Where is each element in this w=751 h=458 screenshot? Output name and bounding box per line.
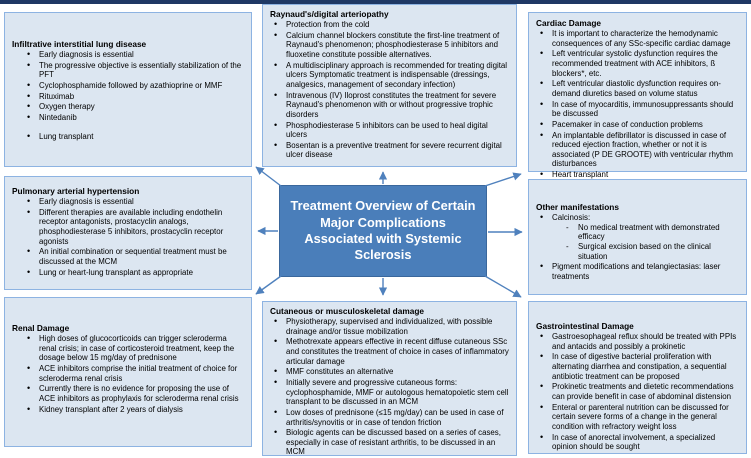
panel-raynauds-digital-arteriopathy (262, 4, 517, 167)
panel-title: Pulmonary arterial hypertension (12, 186, 140, 196)
list-item (25, 247, 245, 266)
bullet-icon: • (27, 80, 31, 91)
list-item (538, 213, 740, 261)
list-item-text: High doses of glucocorticoids can trigger scleroderma renal crisis; in case of corticosteroid treatment, keep the dosage below 15 mg/day of prednisone (39, 334, 235, 363)
list-item-text: In case of myocarditis, immunosuppressants should be discussed (552, 99, 734, 119)
list-item (25, 92, 245, 102)
list-item-text: Left ventricular diastolic dysfunction requires on-demand diuretics based on volume status (552, 79, 721, 98)
bullet-icon: • (274, 427, 278, 438)
list-item (25, 405, 245, 415)
list-item (538, 120, 740, 130)
list-item (538, 332, 740, 351)
panel-title: Renal Damage (12, 323, 70, 333)
center-title-box (279, 185, 487, 277)
list-item (538, 131, 740, 170)
list-item (25, 334, 245, 363)
bullet-icon: • (27, 363, 31, 374)
list-item (25, 81, 245, 91)
list-item-text: Protection from the cold (286, 20, 370, 30)
list-item-text: The progressive objective is essentially stabilization of the PFT (39, 60, 242, 80)
arrow-down-left-icon (256, 276, 281, 294)
bullet-icon: • (27, 206, 31, 217)
list-item-text: Prokinetic treatments and dietetic recommendations can provide benefit in case of abdominal distension (552, 382, 734, 401)
list-item (538, 79, 740, 98)
bullet-icon: • (274, 19, 278, 30)
list-item (25, 113, 245, 123)
list-item (538, 49, 740, 78)
list-item-text: Methotrexate appears effective in recent diffuse cutaneous SSc and constitutes the treatment of choice in cases of inflammatory articular damage (286, 337, 509, 366)
diagram-title: Treatment Overview of Certain Major Complications Associated with Systemic Sclerosis (290, 198, 476, 263)
list-item (272, 428, 510, 457)
bullet-icon: • (540, 401, 544, 412)
list-item (272, 141, 510, 160)
list-item-text: An implantable defibrillator is discussed in case of reduced ejection fraction, whether or not it is associated (P DE GROOTE) with ventricular rhythm disturbances (552, 130, 733, 169)
list-item (538, 382, 740, 401)
list-item (272, 367, 510, 377)
list-item (272, 378, 510, 407)
list-item-text: Initially severe and progressive cutaneous forms: cyclophosphamide, MMF or autologous hematopoietic stem cell transplant to be discussed in an MCM (286, 377, 509, 407)
list-item (25, 268, 245, 278)
bullet-icon: • (540, 169, 544, 180)
panel-title: Infiltrative interstitial lung disease (12, 39, 147, 49)
list-item-text: Calcium channel blockers constitute the first-line treatment of Raynaud's phenomenon; phosphodiesterase 5 inhibitors and fluoxetine constitute possible alternatives. (286, 30, 500, 60)
panel-title: Raynaud's/digital arteriopathy (270, 9, 389, 19)
list-item-text: Early diagnosis is essential (39, 50, 134, 60)
list-item (25, 132, 245, 142)
list-item (538, 352, 740, 381)
bullet-icon: • (540, 78, 544, 89)
list-item-text: MMF constitutes an alternative (286, 367, 394, 377)
bullet-icon: • (540, 381, 544, 392)
sub-list-item-text: No medical treatment with demonstrated efficacy (578, 222, 720, 242)
bullet-icon: • (274, 59, 278, 70)
list-item (25, 197, 245, 207)
list-item-text: Early diagnosis is essential (39, 197, 134, 207)
panel-cardiac-damage (528, 12, 747, 180)
list-item (538, 262, 740, 281)
bullet-icon: • (27, 333, 31, 344)
list-item-text: Currently there is no evidence for proposing the use of ACE inhibitors as prophylaxis for scleroderma renal crisis (39, 384, 239, 403)
sub-list-item (552, 242, 740, 261)
panel-gastrointestinal-damage (528, 301, 747, 454)
list-item-text: In case of anorectal involvement, a specialized opinion should be sought (552, 432, 716, 452)
list-item (272, 317, 510, 336)
list-item (25, 50, 245, 60)
list-item-text: Nintedanib (39, 112, 77, 122)
list-item-text: Intravenous (IV) Iloprost constitutes the treatment for severe Raynaud's phenomenon with or without progressive trophic disorders (286, 90, 497, 119)
bullet-icon: • (274, 366, 278, 377)
list-item-text: Lung or heart-lung transplant as appropriate (39, 267, 193, 277)
list-item-text: ACE inhibitors comprise the initial treatment of choice for scleroderma renal crisis (39, 364, 238, 383)
bullet-icon: • (274, 316, 278, 327)
list-item-text: In case of digestive bacterial proliferation with alternating diarrhea and constipation, a sequential antibiotic treatment can be proposed (552, 352, 727, 381)
panel-title: Cutaneous or musculoskeletal damage (270, 306, 424, 316)
list-item-text: Kidney transplant after 2 years of dialysis (39, 404, 183, 414)
bullet-icon: • (27, 49, 31, 60)
panel-renal-damage (4, 297, 252, 447)
list-item-text: Phosphodiesterase 5 inhibitors can be used to heal digital ulcers (286, 120, 488, 140)
list-item-text: Physiotherapy, supervised and individualized, with possible drainage and/or tissue mobilization (286, 317, 493, 336)
sub-list-item (552, 223, 740, 242)
list-item-text: Low doses of prednisone (≤15 mg/day) can be used in case of arthritis/synovitis or in case of tendon friction (286, 407, 504, 427)
bullet-icon: • (540, 129, 544, 140)
bullet-list (5, 197, 247, 277)
list-item-text: Biologic agents can be discussed based on a series of cases, especially in case of resistant arthritis, to be discussed in an MCM (286, 428, 501, 457)
bullet-list (263, 317, 512, 457)
panel-pulmonary-arterial-hypertension (4, 176, 252, 290)
bullet-icon: • (274, 376, 278, 387)
sub-list (552, 223, 740, 262)
dash-icon: - (566, 222, 569, 232)
list-item (25, 61, 245, 80)
bullet-icon: • (274, 336, 278, 347)
list-item-text: Left ventricular systolic dysfunction requires the recommended treatment with ACE inhibitors, ß blockers*, etc. (552, 49, 718, 78)
list-item (272, 121, 510, 140)
bullet-list (529, 213, 742, 281)
bullet-list (263, 20, 512, 160)
panel-cutaneous-musculoskeletal-damage (262, 301, 517, 456)
list-item-text: Oxygen therapy (39, 102, 95, 112)
bullet-icon: • (274, 89, 278, 100)
list-item-text: A multidisciplinary approach is recommended for treating digital ulcers Symptomatic treatment is indispensable (dressings, analgesics, management of secondary infection) (286, 60, 508, 89)
list-item-text: Cyclophosphamide followed by azathioprine or MMF (39, 81, 223, 91)
bullet-icon: • (27, 130, 31, 141)
bullet-icon: • (27, 196, 31, 207)
bullet-icon: • (540, 212, 544, 223)
arrow-down-right-icon (485, 276, 521, 297)
list-item-text: Pigment modifications and telangiectasias: laser treatments (552, 262, 721, 281)
panel-other-manifestations (528, 179, 747, 295)
list-item (538, 29, 740, 48)
list-item (272, 91, 510, 120)
list-item (25, 208, 245, 247)
bullet-icon: • (540, 351, 544, 362)
bullet-icon: • (27, 59, 31, 70)
list-item (538, 100, 740, 119)
list-item (272, 61, 510, 90)
bullet-icon: • (540, 261, 544, 272)
bullet-icon: • (27, 266, 31, 277)
list-item-text: Calcinosis: (552, 213, 591, 223)
bullet-icon: • (27, 246, 31, 257)
list-item-text: Pacemaker in case of conduction problems (552, 119, 703, 129)
dash-icon: - (566, 242, 569, 252)
bullet-list (529, 29, 742, 180)
bullet-icon: • (274, 29, 278, 40)
list-item-text: Bosentan is a preventive treatment for severe recurrent digital ulcer disease (286, 140, 502, 160)
panel-title: Other manifestations (536, 202, 619, 212)
arrow-up-right-icon (485, 174, 521, 186)
list-item-text: It is important to characterize the hemodynamic consequences of any SSc-specific cardiac damage (552, 29, 731, 48)
list-item (272, 408, 510, 427)
bullet-icon: • (540, 48, 544, 59)
list-item-text: An initial combination or sequential treatment must be discussed at the MCM (39, 247, 227, 266)
bullet-list (5, 50, 247, 141)
list-item-text: Gastroesophageal reflux should be treated with PPIs and antacids and possibly a prokinetic (552, 332, 737, 351)
bullet-icon: • (274, 406, 278, 417)
bullet-icon: • (27, 383, 31, 394)
list-item (25, 364, 245, 383)
arrow-up-left-icon (256, 167, 281, 186)
bullet-icon: • (27, 90, 31, 101)
list-item-text: Rituximab (39, 91, 75, 101)
list-item (272, 31, 510, 60)
bullet-list (5, 334, 247, 414)
list-item (538, 403, 740, 432)
list-item-text: Heart transplant (552, 170, 609, 180)
bullet-icon: • (540, 118, 544, 129)
bullet-icon: • (540, 431, 544, 442)
bullet-icon: • (27, 111, 31, 122)
bullet-icon: • (540, 98, 544, 109)
bullet-icon: • (27, 101, 31, 112)
list-item-text: Lung transplant (39, 131, 94, 141)
list-item (25, 384, 245, 403)
bullet-icon: • (274, 139, 278, 150)
panel-infiltrative-interstitial-lung-disease (4, 12, 252, 167)
bullet-icon: • (27, 403, 31, 414)
bullet-list (529, 332, 742, 452)
list-item (272, 337, 510, 366)
bullet-icon: • (540, 28, 544, 39)
bullet-icon: • (274, 119, 278, 130)
list-item-text: Enteral or parenteral nutrition can be discussed for certain severe forms of a change in the general condition with refractory weight loss (552, 402, 729, 431)
bullet-icon: • (540, 331, 544, 342)
list-item-text: Different therapies are available including endothelin receptor antagonists, prostacyclin analogs, phosphodiesterase 5 inhibitors, prostacyclin receptor agonists (39, 207, 224, 246)
list-item (25, 102, 245, 112)
sub-list-item-text: Surgical excision based on the clinical situation (578, 242, 711, 261)
panel-title: Gastrointestinal Damage (536, 321, 634, 331)
panel-title: Cardiac Damage (536, 18, 602, 28)
list-item (538, 433, 740, 452)
list-item (272, 20, 510, 30)
